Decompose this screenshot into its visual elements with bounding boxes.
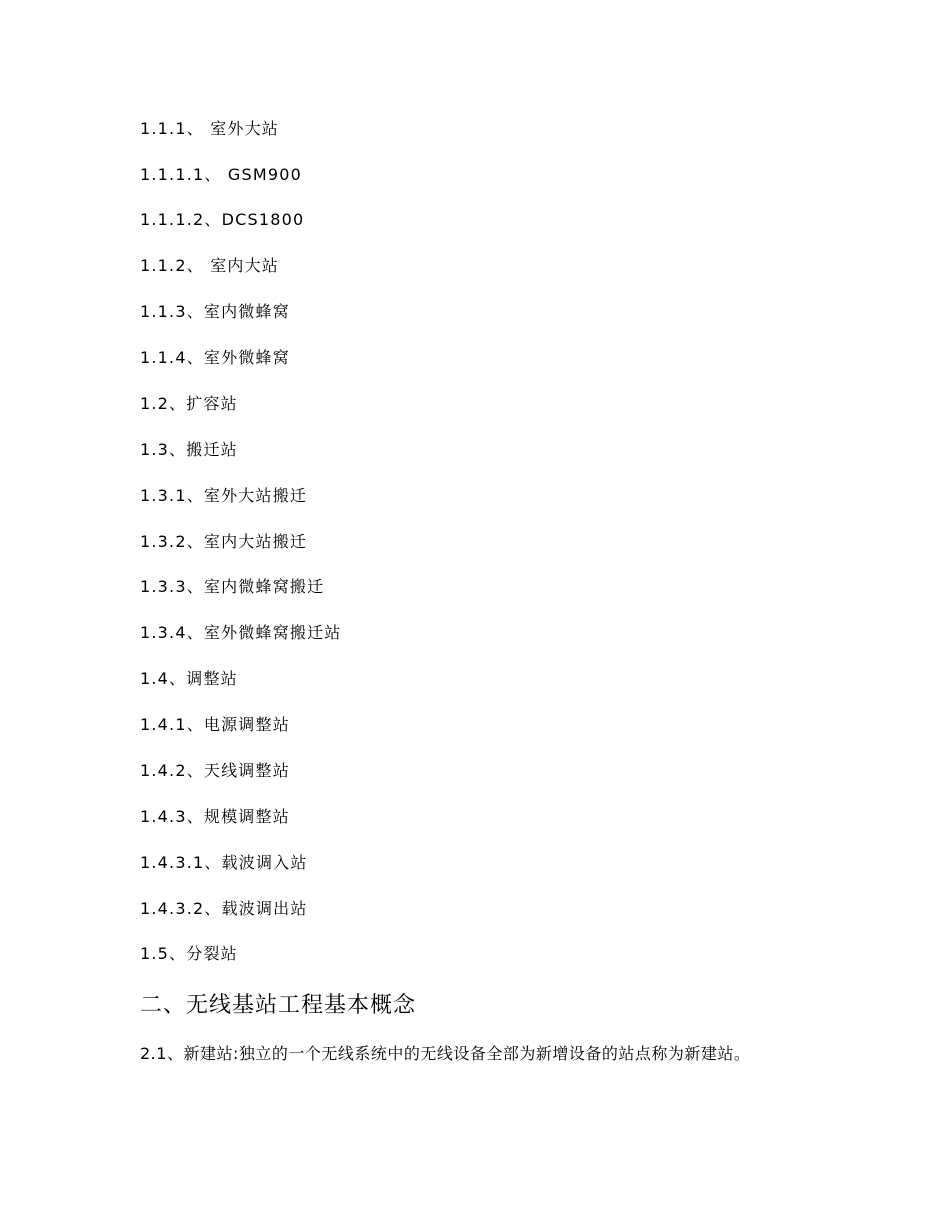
toc-line: 1.3、搬迁站 <box>140 440 238 459</box>
toc-line: 1.3.4、室外微蜂窝搬迁站 <box>140 623 342 642</box>
toc-line: 1.1.3、室内微蜂窝 <box>140 302 290 321</box>
toc-line: 1.1.1.2、DCS1800 <box>140 210 305 229</box>
toc-line: 1.1.1.1、 GSM900 <box>140 165 302 184</box>
toc-line: 1.3.2、室内大站搬迁 <box>140 532 308 551</box>
toc-line: 1.5、分裂站 <box>140 944 238 963</box>
toc-line: 1.3.1、室外大站搬迁 <box>140 486 308 505</box>
toc-line: 1.1.2、 室内大站 <box>140 256 279 275</box>
toc-line: 1.1.1、 室外大站 <box>140 119 279 138</box>
toc-line: 1.3.3、室内微蜂窝搬迁 <box>140 577 325 596</box>
toc-line: 1.2、扩容站 <box>140 394 238 413</box>
toc-line: 1.4.3、规模调整站 <box>140 807 290 826</box>
body-paragraph: 2.1、新建站:独立的一个无线系统中的无线设备全部为新增设备的站点称为新建站。 <box>140 1044 751 1063</box>
toc-line: 1.4.1、电源调整站 <box>140 715 290 734</box>
section-heading: 二、无线基站工程基本概念 <box>140 993 417 1018</box>
toc-line: 1.4.2、天线调整站 <box>140 761 290 780</box>
toc-line: 1.4.3.2、载波调出站 <box>140 899 308 918</box>
toc-line: 1.4.3.1、载波调入站 <box>140 853 308 872</box>
toc-line: 1.1.4、室外微蜂窝 <box>140 348 290 367</box>
toc-line: 1.4、调整站 <box>140 669 238 688</box>
